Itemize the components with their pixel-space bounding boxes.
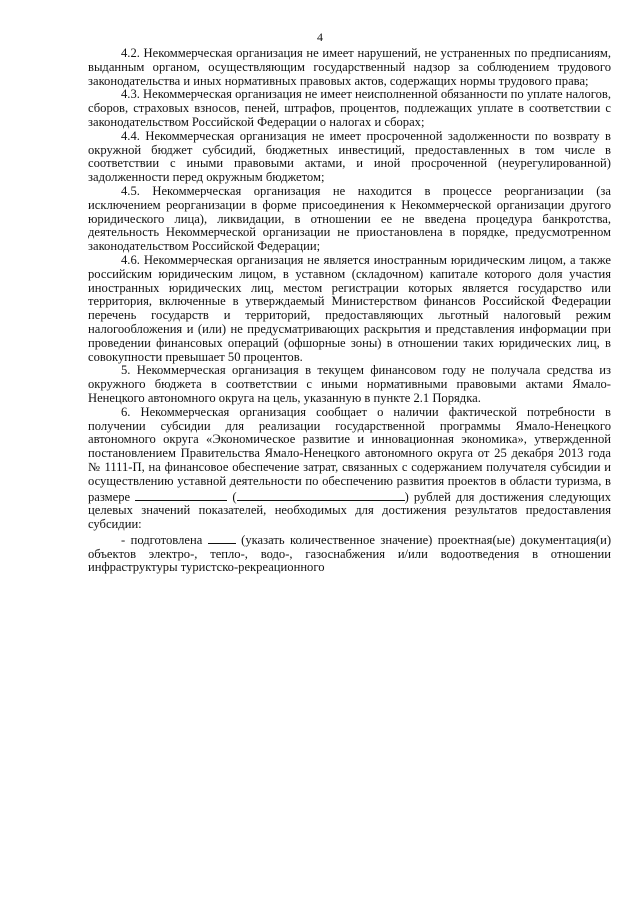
paragraph-indicator-item [88, 532, 611, 575]
indicator-text-start: - подготовлена [121, 532, 203, 547]
paragraph-4-4: 4.4. Некоммерческая организация не имеет просроченной задолженности по возврату в окружной бюджет субсидий, бюджетных инвестиций, предоставленных в том числе в соответствии с иными правовыми актами, и иной просроченной (неурегулированной) задолженности перед окружным бюджетом; [88, 128, 611, 185]
page-number: 4 [317, 30, 323, 44]
paragraph-5: 5. Некоммерческая организация в текущем финансовом году не получала средства из окружного бюджета в соответствии с иными нормативными правовыми актами Ямало-Ненецкого автономного округа на цель, указанную в пункте 2.1 Порядка. [88, 363, 611, 405]
open-paren: ( [232, 489, 237, 504]
paragraph-6-text-end: ) рублей для достижения следующих целевых значений показателей, необходимых для достижения результатов предоставления субсидии: [88, 489, 611, 532]
quantity-blank [208, 532, 236, 544]
document-body [88, 47, 611, 575]
paragraph-6 [88, 406, 611, 532]
amount-words-blank [237, 489, 405, 501]
indicator-text-end: (указать количественное значение) проектная(ые) документация(и) объектов электро-, тепло-, водо-, газоснабжения и/или водоотведения в отношении инфраструктуры туристско-рекреационного [88, 532, 612, 575]
paragraph-4-5: 4.5. Некоммерческая организация не находится в процессе реорганизации (за исключением реорганизации в форме присоединения к Некоммерческой организации другого юридического лица), ликвидации, в отношении ее не введена процедура банкротства, деятельность Некоммерческой организации не приостановлена в порядке, предусмотренном законодательством Российской Федерации; [88, 183, 611, 254]
paragraph-4-3: 4.3. Некоммерческая организация не имеет неисполненной обязанности по уплате налогов, сборов, страховых взносов, пеней, штрафов, процентов, подлежащих уплате в соответствии с законодательством Российской Федерации о налогах и сборах; [88, 87, 611, 129]
amount-figures-blank [135, 489, 227, 501]
paragraph-4-2: 4.2. Некоммерческая организация не имеет нарушений, не устраненных по предписаниям, выданным органом, осуществляющим государственный надзор за соблюдением трудового законодательства и иных нормативных правовых актов, содержащих нормы трудового права; [88, 46, 611, 88]
paragraph-4-6: 4.6. Некоммерческая организация не является иностранным юридическим лицом, а также российским юридическим лицом, в уставном (складочном) капитале которого доля участия иностранных юридических лиц, местом регистрации которых является государство или территория, включенные в утверждаемый Министерством финансов Российской Федерации перечень государств и территорий, предоставляющих льготный налоговый режим налогообложения и (или) не предусматривающих раскрытия и представления информации при проведении финансовых операций (офшорные зоны) в отношении таких юридических лиц, в совокупности превышает 50 процентов. [88, 252, 611, 364]
paragraph-6-text-start: 6. Некоммерческая организация сообщает о наличии фактической потребности в получении субсидии для реализации государственной программы Ямало-Ненецкого автономного округа «Экономическое развитие и инновационная экономика», утвержденной постановлением Правительства Ямало-Ненецкого автономного округа от 25 декабря 2013 года № 1111-П, на финансовое обеспечение затрат, связанных с содержанием получателя субсидии и осуществлению уставной деятельности по обеспечению развития проектов в области туризма, в размере [88, 404, 611, 504]
